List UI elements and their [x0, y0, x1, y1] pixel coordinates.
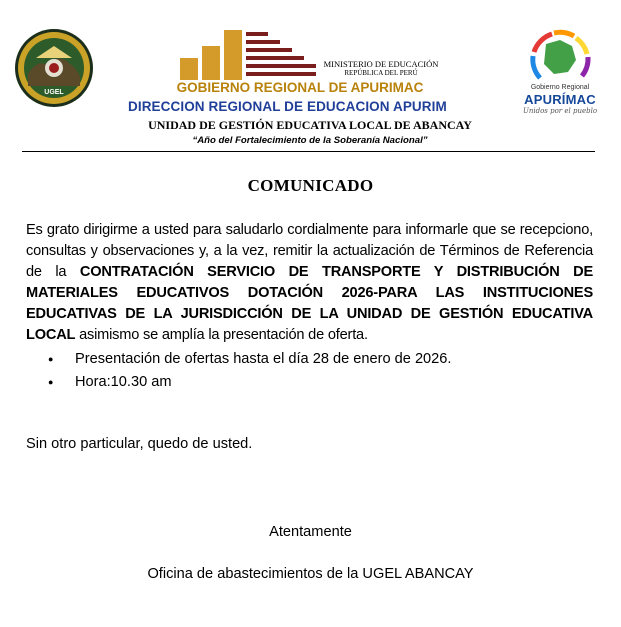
ministry-line-2: REPÚBLICA DEL PERÚ	[344, 69, 418, 77]
direccion-regional-title: DIRECCION REGIONAL DE EDUCACION APURIM	[128, 99, 447, 114]
bullet-list	[48, 348, 588, 394]
paragraph-bold-subject: CONTRATACIÓN SERVICIO DE TRANSPORTE Y DISTRIBUCIÓN DE MATERIALES EDUCATIVOS DOTACIÓN 2026-PARA LAS INSTITUCIONES EDUCATIVAS DE LA JURISDICCIÓN DE LA UNIDAD DE GESTIÓN EDUCATIVA LOCAL	[26, 264, 593, 343]
paragraph-intro: Es grato dirigirme a usted para saludarlo cordialmente para informarle que se recepciono, consultas y observaciones y, a la vez, remitir la actualización de Términos de Referencia de la	[26, 222, 593, 280]
closing-line: Sin otro particular, quedo de usted.	[26, 436, 253, 452]
ministry-label	[316, 60, 446, 80]
signoff: Atentamente	[269, 524, 352, 540]
year-motto: “Año del Fortalecimiento de la Soberanía Nacional”	[192, 135, 428, 146]
main-paragraph	[26, 220, 593, 346]
header-divider	[22, 151, 595, 152]
list-item: ● Presentación de ofertas hasta el día 28 de enero de 2026.	[48, 348, 588, 371]
ugel-seal-logo	[14, 28, 94, 108]
list-item: ● Hora:10.30 am	[48, 371, 588, 394]
apurimac-name: APURÍMAC	[524, 92, 596, 107]
signature-office: Oficina de abastecimientos de la UGEL ABANCAY	[147, 566, 474, 582]
document-title: COMUNICADO	[247, 176, 374, 195]
apurimac-small-label: Gobierno Regional	[530, 84, 590, 91]
ministerio-bars-logo	[180, 30, 320, 80]
apurimac-slogan: Unidos por el pueblo	[522, 107, 598, 115]
gobierno-regional-title: GOBIERNO REGIONAL DE APURIMAC	[176, 80, 424, 95]
ugel-title: UNIDAD DE GESTIÓN EDUCATIVA LOCAL DE ABANCAY	[148, 118, 472, 132]
seal-label: UGEL	[44, 89, 64, 96]
ministry-line-1: MINISTERIO DE EDUCACIÓN	[323, 59, 439, 69]
paragraph-outro: asimismo se amplía la presentación de oferta.	[75, 327, 368, 343]
